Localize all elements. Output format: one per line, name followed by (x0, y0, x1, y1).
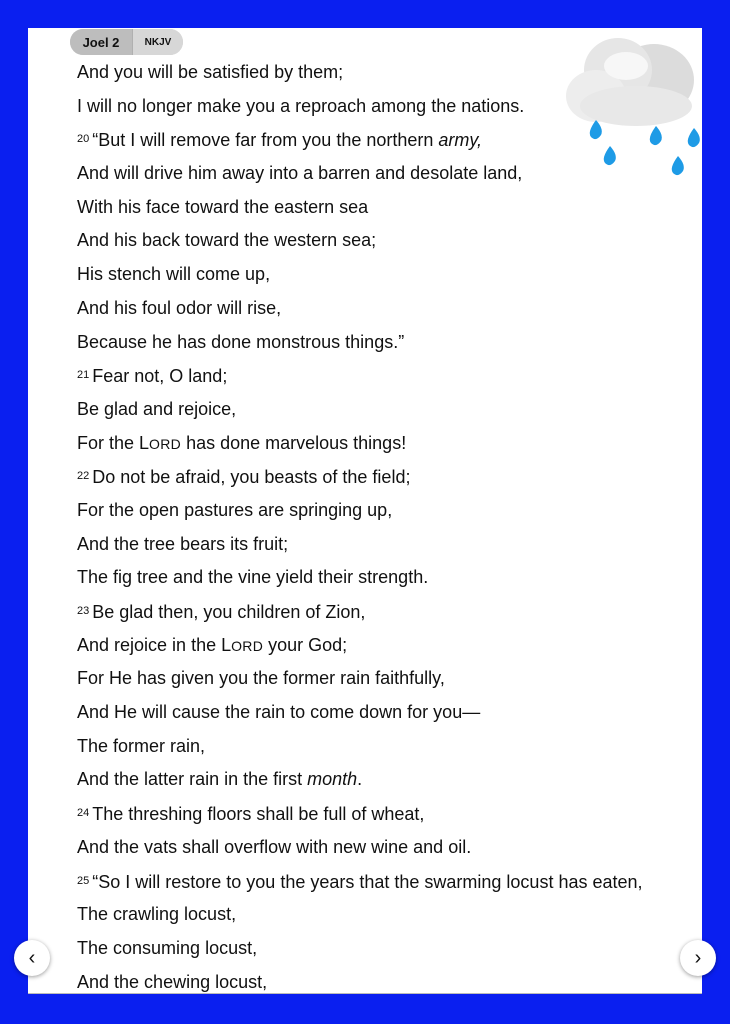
verse-line (77, 534, 643, 568)
verse-text: Do not be afraid, you beasts of the field; (92, 467, 411, 488)
verse-line (77, 702, 643, 736)
verse-line (77, 96, 643, 130)
verse-line (77, 769, 643, 803)
verse-line (77, 803, 643, 837)
verse-line (77, 635, 643, 669)
reader-page (28, 28, 702, 994)
passage-selector[interactable] (70, 29, 183, 55)
verse-text: The crawling locust, (77, 904, 237, 925)
verse-text: And the vats shall overflow with new wine and oil. (77, 836, 472, 857)
verse-line (77, 567, 643, 601)
page-divider (28, 993, 702, 994)
verse-number: 25 (77, 874, 90, 887)
verse-line (77, 163, 643, 197)
verse-text: Because he has done monstrous things.” (77, 331, 405, 352)
verse-line (77, 871, 643, 905)
verse-text: The consuming locust, (77, 937, 258, 958)
verse-text: ORD (149, 435, 182, 452)
verse-line (77, 904, 643, 938)
scripture-text (77, 62, 643, 994)
chevron-left-icon: ‹ (28, 946, 36, 969)
next-chapter-button[interactable] (680, 940, 716, 976)
verse-number: 23 (77, 605, 90, 617)
cloud-with-rain-icon (566, 28, 702, 188)
verse-line (77, 668, 643, 702)
verse-line (77, 332, 643, 366)
verse-text: The threshing floors shall be full of wheat, (92, 804, 425, 825)
verse-line (77, 601, 643, 635)
verse-line (77, 500, 643, 534)
verse-text: For the open pastures are springing up, (77, 499, 393, 520)
verse-text: L (221, 634, 232, 655)
verse-text: For He has given you the former rain faithfully, (77, 668, 445, 689)
raindrops (590, 120, 700, 175)
book-chapter-button[interactable]: Joel 2 (70, 29, 132, 55)
verse-text: And his back toward the western sea; (77, 230, 377, 251)
verse-text: has done marvelous things! (181, 432, 407, 453)
verse-line (77, 736, 643, 770)
verse-number: 20 (77, 133, 90, 146)
cloud (566, 38, 694, 126)
verse-line (77, 938, 643, 972)
verse-text: month (307, 769, 358, 790)
verse-line (77, 62, 643, 96)
verse-text: “But I will remove far from you the northern (92, 130, 439, 151)
verse-text: “So I will restore to you the years that the swarming locust has eaten, (92, 871, 643, 892)
verse-text: L (139, 432, 150, 453)
verse-number: 24 (77, 807, 90, 820)
verse-number: 22 (77, 470, 90, 483)
verse-line (77, 365, 643, 399)
verse-line (77, 399, 643, 433)
verse-line (77, 264, 643, 298)
verse-text: And you will be satisfied by them; (77, 62, 344, 82)
verse-text: And rejoice in the (77, 634, 222, 655)
verse-line (77, 837, 643, 871)
verse-text: And He will cause the rain to come down for you— (77, 702, 481, 723)
version-button[interactable]: NKJV (132, 29, 183, 55)
verse-line (77, 230, 643, 264)
verse-text: For the (77, 432, 140, 453)
verse-line (77, 197, 643, 231)
verse-line (77, 972, 643, 994)
verse-text: And the tree bears its fruit; (77, 533, 289, 554)
verse-text: And the latter rain in the first (77, 769, 308, 790)
verse-text: Be glad and rejoice, (77, 398, 237, 419)
verse-number: 21 (77, 369, 90, 382)
verse-line (77, 466, 643, 500)
verse-text: Be glad then, you children of Zion, (92, 602, 366, 622)
verse-line (77, 298, 643, 332)
chevron-right-icon: › (694, 946, 702, 969)
verse-text: And his foul odor will rise, (77, 297, 282, 318)
verse-text: With his face toward the eastern sea (77, 196, 369, 217)
verse-text: I will no longer make you a reproach among the nations. (77, 95, 525, 116)
verse-line (77, 433, 643, 467)
verse-text: ORD (231, 637, 264, 654)
verse-text: your God; (263, 634, 348, 655)
verse-text: His stench will come up, (77, 264, 271, 285)
verse-text: And the chewing locust, (77, 971, 268, 992)
verse-line (77, 129, 643, 163)
verse-text: . (357, 769, 363, 790)
verse-text: army, (438, 130, 483, 151)
verse-text: And will drive him away into a barren and desolate land, (77, 163, 523, 184)
verse-text: Fear not, O land; (92, 366, 228, 387)
previous-chapter-button[interactable] (14, 940, 50, 976)
verse-text: The fig tree and the vine yield their strength. (77, 567, 429, 588)
verse-text: The former rain, (77, 735, 206, 756)
